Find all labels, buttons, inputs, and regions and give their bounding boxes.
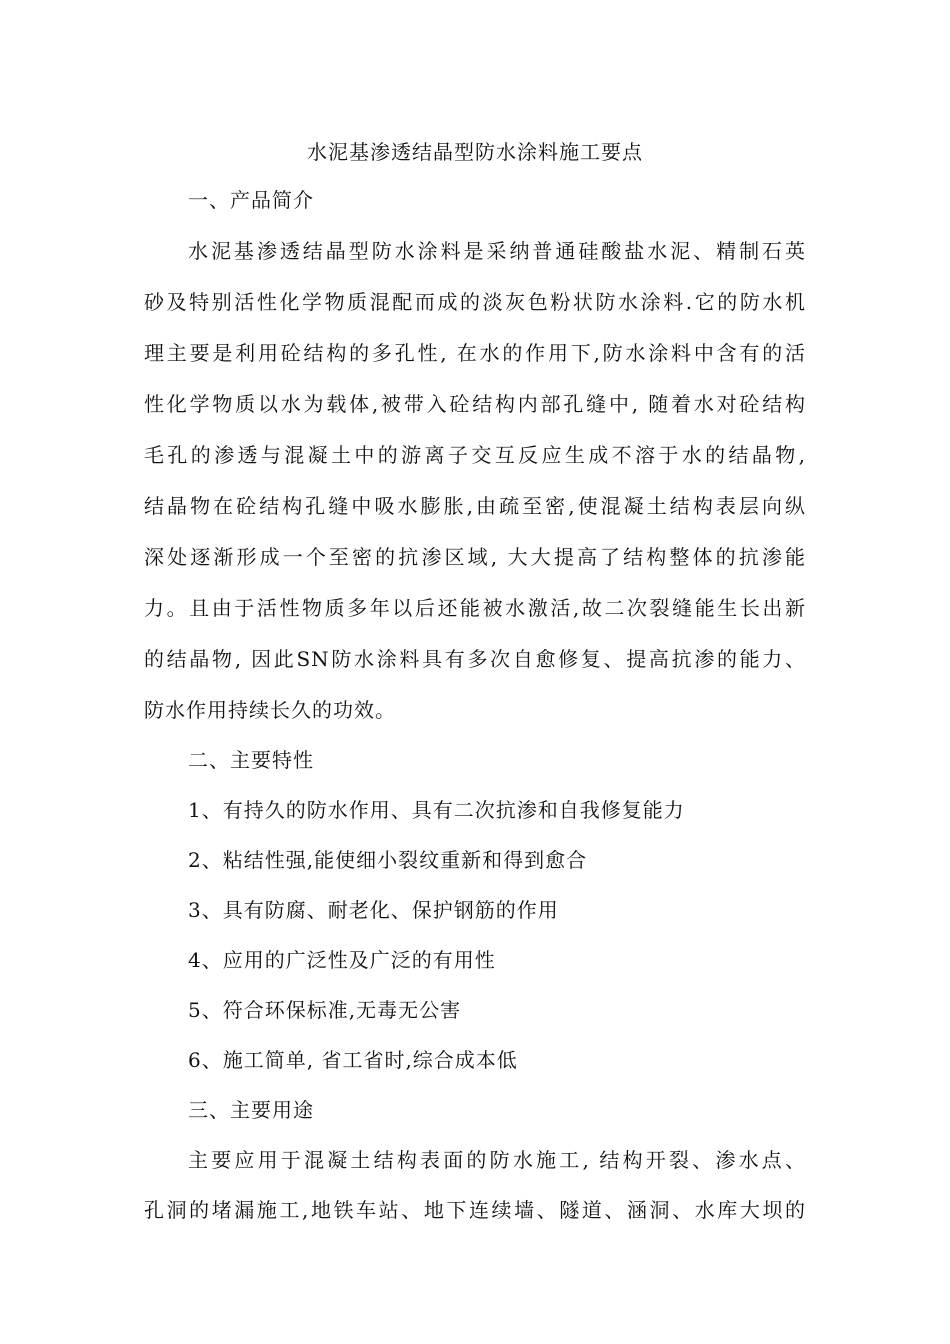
paragraph-line: 孔洞的堵漏施工,地铁车站、地下连续墙、隧道、涵洞、水库大坝的	[144, 1198, 806, 1222]
paragraph-line: 的结晶物, 因此SN防水涂料具有多次自愈修复、提高抗渗的能力、	[144, 647, 806, 671]
feature-item: 1、有持久的防水作用、具有二次抗渗和自我修复能力	[188, 798, 685, 822]
paragraph-line: 水泥基渗透结晶型防水涂料是采纳普通硅酸盐水泥、精制石英	[188, 239, 806, 263]
paragraph-line: 深处逐渐形成一个至密的抗渗区域, 大大提高了结构整体的抗渗能	[144, 545, 806, 569]
document-title: 水泥基渗透结晶型防水涂料施工要点	[307, 140, 643, 164]
section-heading-features: 二、主要特性	[188, 748, 314, 772]
paragraph-line: 性化学物质以水为载体,被带入砼结构内部孔缝中, 随着水对砼结构	[144, 392, 806, 416]
feature-item: 4、应用的广泛性及广泛的有用性	[188, 948, 496, 972]
paragraph-line: 砂及特别活性化学物质混配而成的淡灰色粉状防水涂料.它的防水机	[144, 290, 806, 314]
paragraph-line: 毛孔的渗透与混凝土中的游离子交互反应生成不溶于水的结晶物,	[144, 443, 806, 467]
feature-item: 2、粘结性强,能使细小裂纹重新和得到愈合	[188, 848, 588, 872]
feature-item: 5、符合环保标准,无毒无公害	[188, 998, 462, 1022]
paragraph-line: 防水作用持续长久的功效。	[144, 698, 396, 722]
paragraph-line: 主要应用于混凝土结构表面的防水施工, 结构开裂、渗水点、	[188, 1148, 806, 1172]
feature-item: 6、施工简单, 省工省时,综合成本低	[188, 1048, 518, 1072]
paragraph-line: 结晶物在砼结构孔缝中吸水膨胀,由疏至密,使混凝土结构表层向纵	[144, 494, 806, 518]
section-heading-intro: 一、产品简介	[188, 188, 314, 212]
paragraph-line: 力。且由于活性物质多年以后还能被水激活,故二次裂缝能生长出新	[144, 596, 806, 620]
paragraph-line: 理主要是利用砼结构的多孔性, 在水的作用下,防水涂料中含有的活	[144, 341, 806, 365]
section-heading-uses: 三、主要用途	[188, 1098, 314, 1122]
feature-item: 3、具有防腐、耐老化、保护钢筋的作用	[188, 898, 559, 922]
